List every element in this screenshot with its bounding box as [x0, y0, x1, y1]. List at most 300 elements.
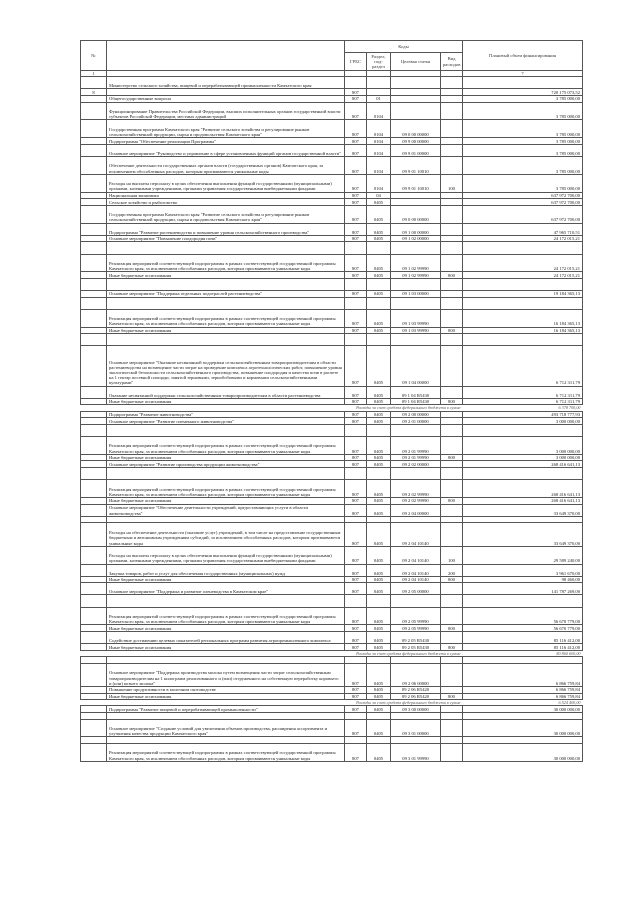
- row-target-cell: 09 2 02 00000: [391, 461, 441, 468]
- table-row: [81, 461, 583, 468]
- row-sum-cell: 30 000 000,00: [463, 744, 583, 762]
- col-grbs-header: ГРБС: [345, 53, 367, 71]
- table-row: [81, 418, 583, 425]
- row-number-cell: [81, 272, 107, 279]
- row-number-cell: [81, 436, 107, 454]
- row-name-cell: Подпрограмма "Обеспечение реализации Программы": [107, 138, 345, 145]
- row-name-cell: [107, 297, 345, 309]
- row-sum-cell: 3 961 670,00: [463, 564, 583, 576]
- table-row: [81, 564, 583, 576]
- row-number-cell: [81, 278, 107, 290]
- table-row: [81, 607, 583, 625]
- table-row: [81, 291, 583, 298]
- row-vr-cell: 800: [441, 644, 463, 651]
- table-row: [81, 223, 583, 235]
- row-number-cell: [81, 454, 107, 461]
- row-vr-cell: [441, 713, 463, 720]
- table-row: [81, 77, 583, 89]
- row-section-cell: 0405: [367, 411, 391, 418]
- row-vr-cell: 800: [441, 327, 463, 334]
- row-vr-cell: [441, 583, 463, 595]
- row-grbs-cell: 807: [345, 120, 367, 138]
- row-target-cell: 09 9 01 00000: [391, 144, 441, 156]
- row-name-cell: Министерство сельского хозяйства, пищевой и перерабатывающей промышленности Камчатского края: [107, 77, 345, 89]
- row-sum-cell: 16 184 365,13: [463, 309, 583, 327]
- row-number-cell: [81, 205, 107, 223]
- table-row: [81, 480, 583, 498]
- budget-table: [80, 40, 583, 762]
- row-sum-cell: 56 670 779,00: [463, 625, 583, 632]
- row-grbs-cell: 807: [345, 386, 367, 398]
- row-grbs-cell: 807: [345, 504, 367, 516]
- row-number-cell: [81, 564, 107, 576]
- row-name-cell: [107, 89, 345, 96]
- row-name-cell: Основное мероприятие "Развитие производства продукции животноводства": [107, 461, 345, 468]
- row-vr-cell: 800: [441, 497, 463, 504]
- row-sum-cell: [463, 77, 583, 89]
- row-vr-cell: [441, 411, 463, 418]
- row-target-cell: 09 2 00 00000: [391, 411, 441, 418]
- row-vr-cell: [441, 595, 463, 607]
- row-number-cell: [81, 77, 107, 89]
- table-row: [81, 644, 583, 651]
- row-section-cell: 0405: [367, 205, 391, 223]
- row-section-cell: 0104: [367, 174, 391, 192]
- row-grbs-cell: 807: [345, 461, 367, 468]
- row-vr-cell: [441, 504, 463, 516]
- row-number-cell: [81, 156, 107, 174]
- row-target-cell: 09 1 04 00000: [391, 346, 441, 386]
- row-target-cell: [391, 467, 441, 479]
- col-group-header: Коды: [345, 41, 463, 53]
- row-vr-cell: [441, 467, 463, 479]
- row-sum-cell: [463, 297, 583, 309]
- row-section-cell: 0405: [367, 576, 391, 583]
- table-row: [81, 272, 583, 279]
- row-sum-cell: 268 416 641,13: [463, 461, 583, 468]
- row-name-cell: [107, 516, 345, 523]
- row-target-cell: 09 9 01 10010: [391, 174, 441, 192]
- row-number-cell: [81, 235, 107, 242]
- row-vr-cell: [441, 254, 463, 272]
- row-section-cell: 0405: [367, 607, 391, 625]
- row-number-cell: [81, 687, 107, 694]
- row-section-cell: 0405: [367, 223, 391, 235]
- table-row: [81, 144, 583, 156]
- table-row: [81, 235, 583, 242]
- row-vr-cell: [441, 424, 463, 436]
- row-vr-cell: [441, 663, 463, 686]
- table-row: [81, 138, 583, 145]
- row-sum-cell: 720 175 073,52: [463, 89, 583, 96]
- row-vr-cell: [441, 205, 463, 223]
- row-target-cell: 09 9 01 10010: [391, 156, 441, 174]
- row-grbs-cell: [345, 334, 367, 346]
- row-grbs-cell: [345, 516, 367, 523]
- table-row: [81, 436, 583, 454]
- row-vr-cell: 100: [441, 546, 463, 564]
- row-vr-cell: [441, 291, 463, 298]
- row-number-cell: [81, 346, 107, 386]
- table-row: [81, 174, 583, 192]
- row-grbs-cell: 807: [345, 693, 367, 700]
- row-target-cell: 09 2 05 R5430: [391, 632, 441, 644]
- row-section-cell: 0405: [367, 418, 391, 425]
- row-vr-cell: [441, 687, 463, 694]
- row-vr-cell: [441, 706, 463, 713]
- row-name-cell: Сельское хозяйство и рыболовство: [107, 199, 345, 206]
- row-target-cell: 09 1 03 99990: [391, 309, 441, 327]
- row-grbs-cell: [345, 595, 367, 607]
- row-vr-cell: [441, 156, 463, 174]
- row-grbs-cell: 807: [345, 564, 367, 576]
- row-target-cell: 09 3 01 00000: [391, 719, 441, 737]
- table-row: [81, 95, 583, 102]
- row-name-cell: Основное мероприятие "Поддержка отдельных подотраслей растениеводства": [107, 291, 345, 298]
- row-number-cell: [81, 595, 107, 607]
- row-section-cell: [367, 89, 391, 96]
- row-name-cell: Расходы на выплаты персоналу в целях обеспечения выполнения функций государственными (муниципальными) органами, казенными учреждениями, органами управления государственными внебюджетными фондами: [107, 546, 345, 564]
- row-name-cell: Иные бюджетные ассигнования: [107, 272, 345, 279]
- table-row: [81, 523, 583, 546]
- row-name-cell: [107, 595, 345, 607]
- row-target-cell: 09 1 02 99990: [391, 254, 441, 272]
- row-grbs-cell: 807: [345, 205, 367, 223]
- row-target-cell: 09 2 04 00000: [391, 504, 441, 516]
- row-section-cell: 0405: [367, 199, 391, 206]
- row-grbs-cell: 807: [345, 223, 367, 235]
- row-sum-cell: 85 116 412,00: [463, 644, 583, 651]
- row-section-cell: 0405: [367, 272, 391, 279]
- row-sum-cell: [463, 737, 583, 744]
- row-sum-cell: [463, 657, 583, 664]
- row-name-cell: Расходы на обеспечение деятельности (оказание услуг) учреждений, в том числе на предоставление государственным бюджетным и автономным учреждениям субсидий, за исключением обособленных расходов, которым присваиваются уникальные коды: [107, 523, 345, 546]
- row-target-cell: 09 1 03 99990: [391, 327, 441, 334]
- row-grbs-cell: 807: [345, 436, 367, 454]
- row-section-cell: 0405: [367, 564, 391, 576]
- row-target-cell: 09 2 04 10140: [391, 546, 441, 564]
- row-name-cell: [107, 424, 345, 436]
- table-row: [81, 576, 583, 583]
- row-name-cell: Основное мероприятие "Развитие племенного животноводства": [107, 418, 345, 425]
- table-row: [81, 516, 583, 523]
- row-number-cell: [81, 418, 107, 425]
- row-sum-cell: 85 116 412,00: [463, 632, 583, 644]
- row-grbs-cell: [345, 737, 367, 744]
- row-grbs-cell: 807: [345, 199, 367, 206]
- row-sum-cell: 3 785 000,00: [463, 95, 583, 102]
- row-section-cell: 0405: [367, 583, 391, 595]
- row-target-cell: [391, 102, 441, 120]
- row-section-cell: 0405: [367, 546, 391, 564]
- row-target-cell: 09 2 06 00000: [391, 663, 441, 686]
- row-sum-cell: 33 649 370,00: [463, 523, 583, 546]
- row-grbs-cell: 807: [345, 138, 367, 145]
- row-grbs-cell: 807: [345, 687, 367, 694]
- row-grbs-cell: 807: [345, 719, 367, 737]
- row-vr-cell: 800: [441, 398, 463, 405]
- row-grbs-cell: 807: [345, 625, 367, 632]
- row-grbs-cell: 807: [345, 235, 367, 242]
- table-row: [81, 327, 583, 334]
- row-number-cell: [81, 120, 107, 138]
- row-grbs-cell: 807: [345, 272, 367, 279]
- row-number-cell: [81, 583, 107, 595]
- row-vr-cell: [441, 744, 463, 762]
- row-grbs-cell: 807: [345, 583, 367, 595]
- row-number-cell: [81, 309, 107, 327]
- row-vr-cell: [441, 607, 463, 625]
- row-section-cell: 0104: [367, 102, 391, 120]
- row-vr-cell: [441, 223, 463, 235]
- row-name-cell: Основное мероприятие "Создание условий для увеличения объемов производства, расширения ассортимента и улучшения качества продукции Камчатского края": [107, 719, 345, 737]
- row-sum-cell: 3 000 000,00: [463, 436, 583, 454]
- row-section-cell: 0405: [367, 625, 391, 632]
- row-number-cell: [81, 744, 107, 762]
- row-name-cell: Иные бюджетные ассигнования: [107, 693, 345, 700]
- row-name-cell: Государственная программа Камчатского края "Развитие сельского хозяйства и регулирование рынков сельскохозяйственной продукции, сырья и продовольствия Камчатского края": [107, 205, 345, 223]
- table-row: [81, 205, 583, 223]
- row-target-cell: 09 2 06 R5420: [391, 687, 441, 694]
- row-target-cell: [391, 77, 441, 89]
- table-row: [81, 102, 583, 120]
- row-grbs-cell: [345, 297, 367, 309]
- row-section-cell: 0104: [367, 138, 391, 145]
- row-section-cell: [367, 77, 391, 89]
- row-name-cell: Иные бюджетные ассигнования: [107, 576, 345, 583]
- row-sum-cell: [463, 424, 583, 436]
- row-section-cell: 0405: [367, 327, 391, 334]
- row-name-cell: Общегосударственные вопросы: [107, 95, 345, 102]
- row-section-cell: 0405: [367, 706, 391, 713]
- row-number-cell: [81, 706, 107, 713]
- table-body: [81, 77, 583, 762]
- col-sum-header: Плановый объем финансирования: [463, 41, 583, 71]
- row-grbs-cell: 807: [345, 632, 367, 644]
- row-sum-cell: [463, 334, 583, 346]
- row-sum-cell: 493 718 777,93: [463, 411, 583, 418]
- row-sum-cell: 637 972 700,00: [463, 205, 583, 223]
- row-sum-cell: 3 785 000,00: [463, 102, 583, 120]
- row-number-cell: [81, 102, 107, 120]
- row-sum-cell: 6 866 759,84: [463, 687, 583, 694]
- row-section-cell: 0405: [367, 386, 391, 398]
- row-number-cell: [81, 242, 107, 254]
- row-name-cell: Функционирование Правительства Российской Федерации, высших исполнительных органов государственной власти субъектов Российской Федерации, местных администраций: [107, 102, 345, 120]
- row-name-cell: Иные бюджетные ассигнования: [107, 398, 345, 405]
- row-sum-cell: 47 965 710,51: [463, 223, 583, 235]
- row-vr-cell: [441, 523, 463, 546]
- row-vr-cell: [441, 199, 463, 206]
- row-section-cell: 0405: [367, 693, 391, 700]
- row-target-cell: [391, 516, 441, 523]
- row-name-cell: Иные бюджетные ассигнования: [107, 327, 345, 334]
- row-name-cell: Подпрограмма "Развитие растениеводства и повышение уровня сельскохозяйственного производства": [107, 223, 345, 235]
- row-sum-cell: 30 000 000,00: [463, 706, 583, 713]
- row-target-cell: 09 2 05 99990: [391, 607, 441, 625]
- row-target-cell: 09 2 05 R5430: [391, 644, 441, 651]
- row-sum-cell: 637 972 700,00: [463, 192, 583, 199]
- row-section-cell: 0405: [367, 632, 391, 644]
- row-grbs-cell: [345, 713, 367, 720]
- budget-table-page: [80, 40, 582, 762]
- row-target-cell: 09 1 00 00000: [391, 223, 441, 235]
- row-name-cell: Основное мероприятие "Оказание несвязанной поддержки сельскохозяйственным товаропроизводителям в области растениеводства на возмещение части затрат на проведение комплекса агротехнологических работ, повышение уровня экологической безопасности сельскохозяйственного производства, повышение плодородия и качества почв в расчете на 1 гектар посевной площади, занятой зерновыми, зернобобовыми и кормовыми сельскохозяйственными культурами": [107, 346, 345, 386]
- row-grbs-cell: 807: [345, 291, 367, 298]
- row-name-cell: Реализация мероприятий соответствующей подпрограммы в рамках соответствующей государственной программы Камчатского края, за исключением обособленных расходов, которым присваиваются уникальные коды: [107, 744, 345, 762]
- row-section-cell: 0405: [367, 235, 391, 242]
- row-number-cell: [81, 657, 107, 664]
- row-target-cell: 09 0 00 00000: [391, 120, 441, 138]
- row-target-cell: [391, 657, 441, 664]
- row-name-cell: [107, 467, 345, 479]
- row-target-cell: 09 2 04 10140: [391, 523, 441, 546]
- row-target-cell: 09 1 04 R5430: [391, 398, 441, 405]
- table-row: [81, 625, 583, 632]
- table-row: [81, 744, 583, 762]
- note-sum: 6 378 700,00: [558, 405, 581, 411]
- row-grbs-cell: 807: [345, 454, 367, 461]
- row-vr-cell: [441, 242, 463, 254]
- row-number-cell: [81, 192, 107, 199]
- row-section-cell: [367, 242, 391, 254]
- row-sum-cell: [463, 467, 583, 479]
- row-target-cell: 09 1 04 R5430: [391, 386, 441, 398]
- row-sum-cell: 6 712 311,79: [463, 386, 583, 398]
- row-target-cell: 09 1 02 99990: [391, 272, 441, 279]
- row-section-cell: 04: [367, 192, 391, 199]
- row-section-cell: [367, 424, 391, 436]
- row-sum-cell: 16 184 365,13: [463, 327, 583, 334]
- row-sum-cell: 24 172 015,21: [463, 272, 583, 279]
- row-number-cell: [81, 95, 107, 102]
- row-sum-cell: [463, 278, 583, 290]
- row-grbs-cell: 807: [345, 156, 367, 174]
- row-number-cell: [81, 719, 107, 737]
- row-vr-cell: 100: [441, 174, 463, 192]
- row-sum-cell: 3 000 000,00: [463, 454, 583, 461]
- row-target-cell: 09 2 02 99990: [391, 497, 441, 504]
- table-row: [81, 467, 583, 479]
- row-number-cell: [81, 291, 107, 298]
- row-grbs-cell: 807: [345, 663, 367, 686]
- row-vr-cell: [441, 89, 463, 96]
- row-vr-cell: [441, 346, 463, 386]
- row-name-cell: Основное мероприятие "Руководство и управление в сфере установленных функций органов государственной власти": [107, 144, 345, 156]
- row-section-cell: 0405: [367, 744, 391, 762]
- table-row: [81, 346, 583, 386]
- row-sum-cell: 56 670 779,00: [463, 607, 583, 625]
- row-target-cell: [391, 242, 441, 254]
- row-section-cell: [367, 467, 391, 479]
- table-row: [81, 632, 583, 644]
- row-vr-cell: 800: [441, 625, 463, 632]
- row-section-cell: 01: [367, 95, 391, 102]
- row-name-cell: Основное мероприятие "Повышение плодородия почв": [107, 235, 345, 242]
- row-name-cell: [107, 278, 345, 290]
- row-section-cell: 0405: [367, 309, 391, 327]
- row-vr-cell: [441, 334, 463, 346]
- col-section-header: Раздел, под-раздел: [367, 53, 391, 71]
- row-grbs-cell: 807: [345, 607, 367, 625]
- row-sum-cell: 6 866 759,84: [463, 693, 583, 700]
- row-grbs-cell: [345, 424, 367, 436]
- row-number-cell: [81, 713, 107, 720]
- row-grbs-cell: 807: [345, 254, 367, 272]
- row-number-cell: [81, 411, 107, 418]
- row-vr-cell: [441, 120, 463, 138]
- row-sum-cell: 3 785 000,00: [463, 156, 583, 174]
- row-section-cell: [367, 297, 391, 309]
- row-grbs-cell: [345, 657, 367, 664]
- row-grbs-cell: [345, 77, 367, 89]
- row-target-cell: [391, 737, 441, 744]
- row-target-cell: 09 2 02 99990: [391, 480, 441, 498]
- row-grbs-cell: 807: [345, 411, 367, 418]
- note-sum: 6 524 400,00: [558, 700, 581, 706]
- row-section-cell: 0405: [367, 504, 391, 516]
- row-grbs-cell: 807: [345, 480, 367, 498]
- row-grbs-cell: 807: [345, 418, 367, 425]
- row-name-cell: Повышение продуктивности в молочном скотоводстве: [107, 687, 345, 694]
- table-row: [81, 156, 583, 174]
- row-section-cell: 0405: [367, 254, 391, 272]
- row-sum-cell: 24 172 015,21: [463, 235, 583, 242]
- row-vr-cell: 200: [441, 564, 463, 576]
- row-vr-cell: [441, 632, 463, 644]
- row-target-cell: [391, 192, 441, 199]
- row-sum-cell: 6 712 311,79: [463, 398, 583, 405]
- row-name-cell: Иные бюджетные ассигнования: [107, 625, 345, 632]
- col-number: 1: [81, 71, 107, 77]
- row-number-cell: [81, 467, 107, 479]
- row-number-cell: [81, 297, 107, 309]
- table-row: [81, 583, 583, 595]
- row-section-cell: 0104: [367, 156, 391, 174]
- row-number-cell: [81, 480, 107, 498]
- col-number: 7: [463, 71, 583, 77]
- table-row: [81, 546, 583, 564]
- row-grbs-cell: [345, 467, 367, 479]
- row-name-cell: Расходы на выплаты персоналу в целях обеспечения выполнения функций государственными (муниципальными) органами, казенными учреждениями, органами управления государственными внебюджетными фондами: [107, 174, 345, 192]
- row-target-cell: 09 3 00 00000: [391, 706, 441, 713]
- row-target-cell: [391, 278, 441, 290]
- row-vr-cell: [441, 737, 463, 744]
- row-section-cell: 0405: [367, 461, 391, 468]
- table-row: [81, 89, 583, 96]
- row-vr-cell: [441, 95, 463, 102]
- row-section-cell: 0405: [367, 436, 391, 454]
- row-sum-cell: 141 787 269,00: [463, 583, 583, 595]
- row-sum-cell: 3 785 000,00: [463, 174, 583, 192]
- row-sum-cell: [463, 713, 583, 720]
- row-target-cell: [391, 424, 441, 436]
- row-name-cell: Реализация мероприятий соответствующей подпрограммы в рамках соответствующей государственной программы Камчатского края, за исключением обособленных расходов, которым присваиваются уникальные коды: [107, 254, 345, 272]
- row-vr-cell: [441, 516, 463, 523]
- row-number-cell: [81, 398, 107, 405]
- row-number-cell: [81, 334, 107, 346]
- row-grbs-cell: 807: [345, 102, 367, 120]
- row-name-cell: Обеспечение деятельности государственных органов власти (государственных органов) Камчатского края, за исключением обособленных расходов, которым присваиваются уникальные коды: [107, 156, 345, 174]
- row-sum-cell: [463, 242, 583, 254]
- row-vr-cell: [441, 235, 463, 242]
- note-text: Расходы за счет средств федерального бюджета в сумме: [356, 650, 461, 656]
- row-target-cell: 09 2 04 10140: [391, 576, 441, 583]
- row-number-cell: [81, 199, 107, 206]
- table-row: [81, 199, 583, 206]
- row-grbs-cell: 807: [345, 346, 367, 386]
- row-name-cell: [107, 713, 345, 720]
